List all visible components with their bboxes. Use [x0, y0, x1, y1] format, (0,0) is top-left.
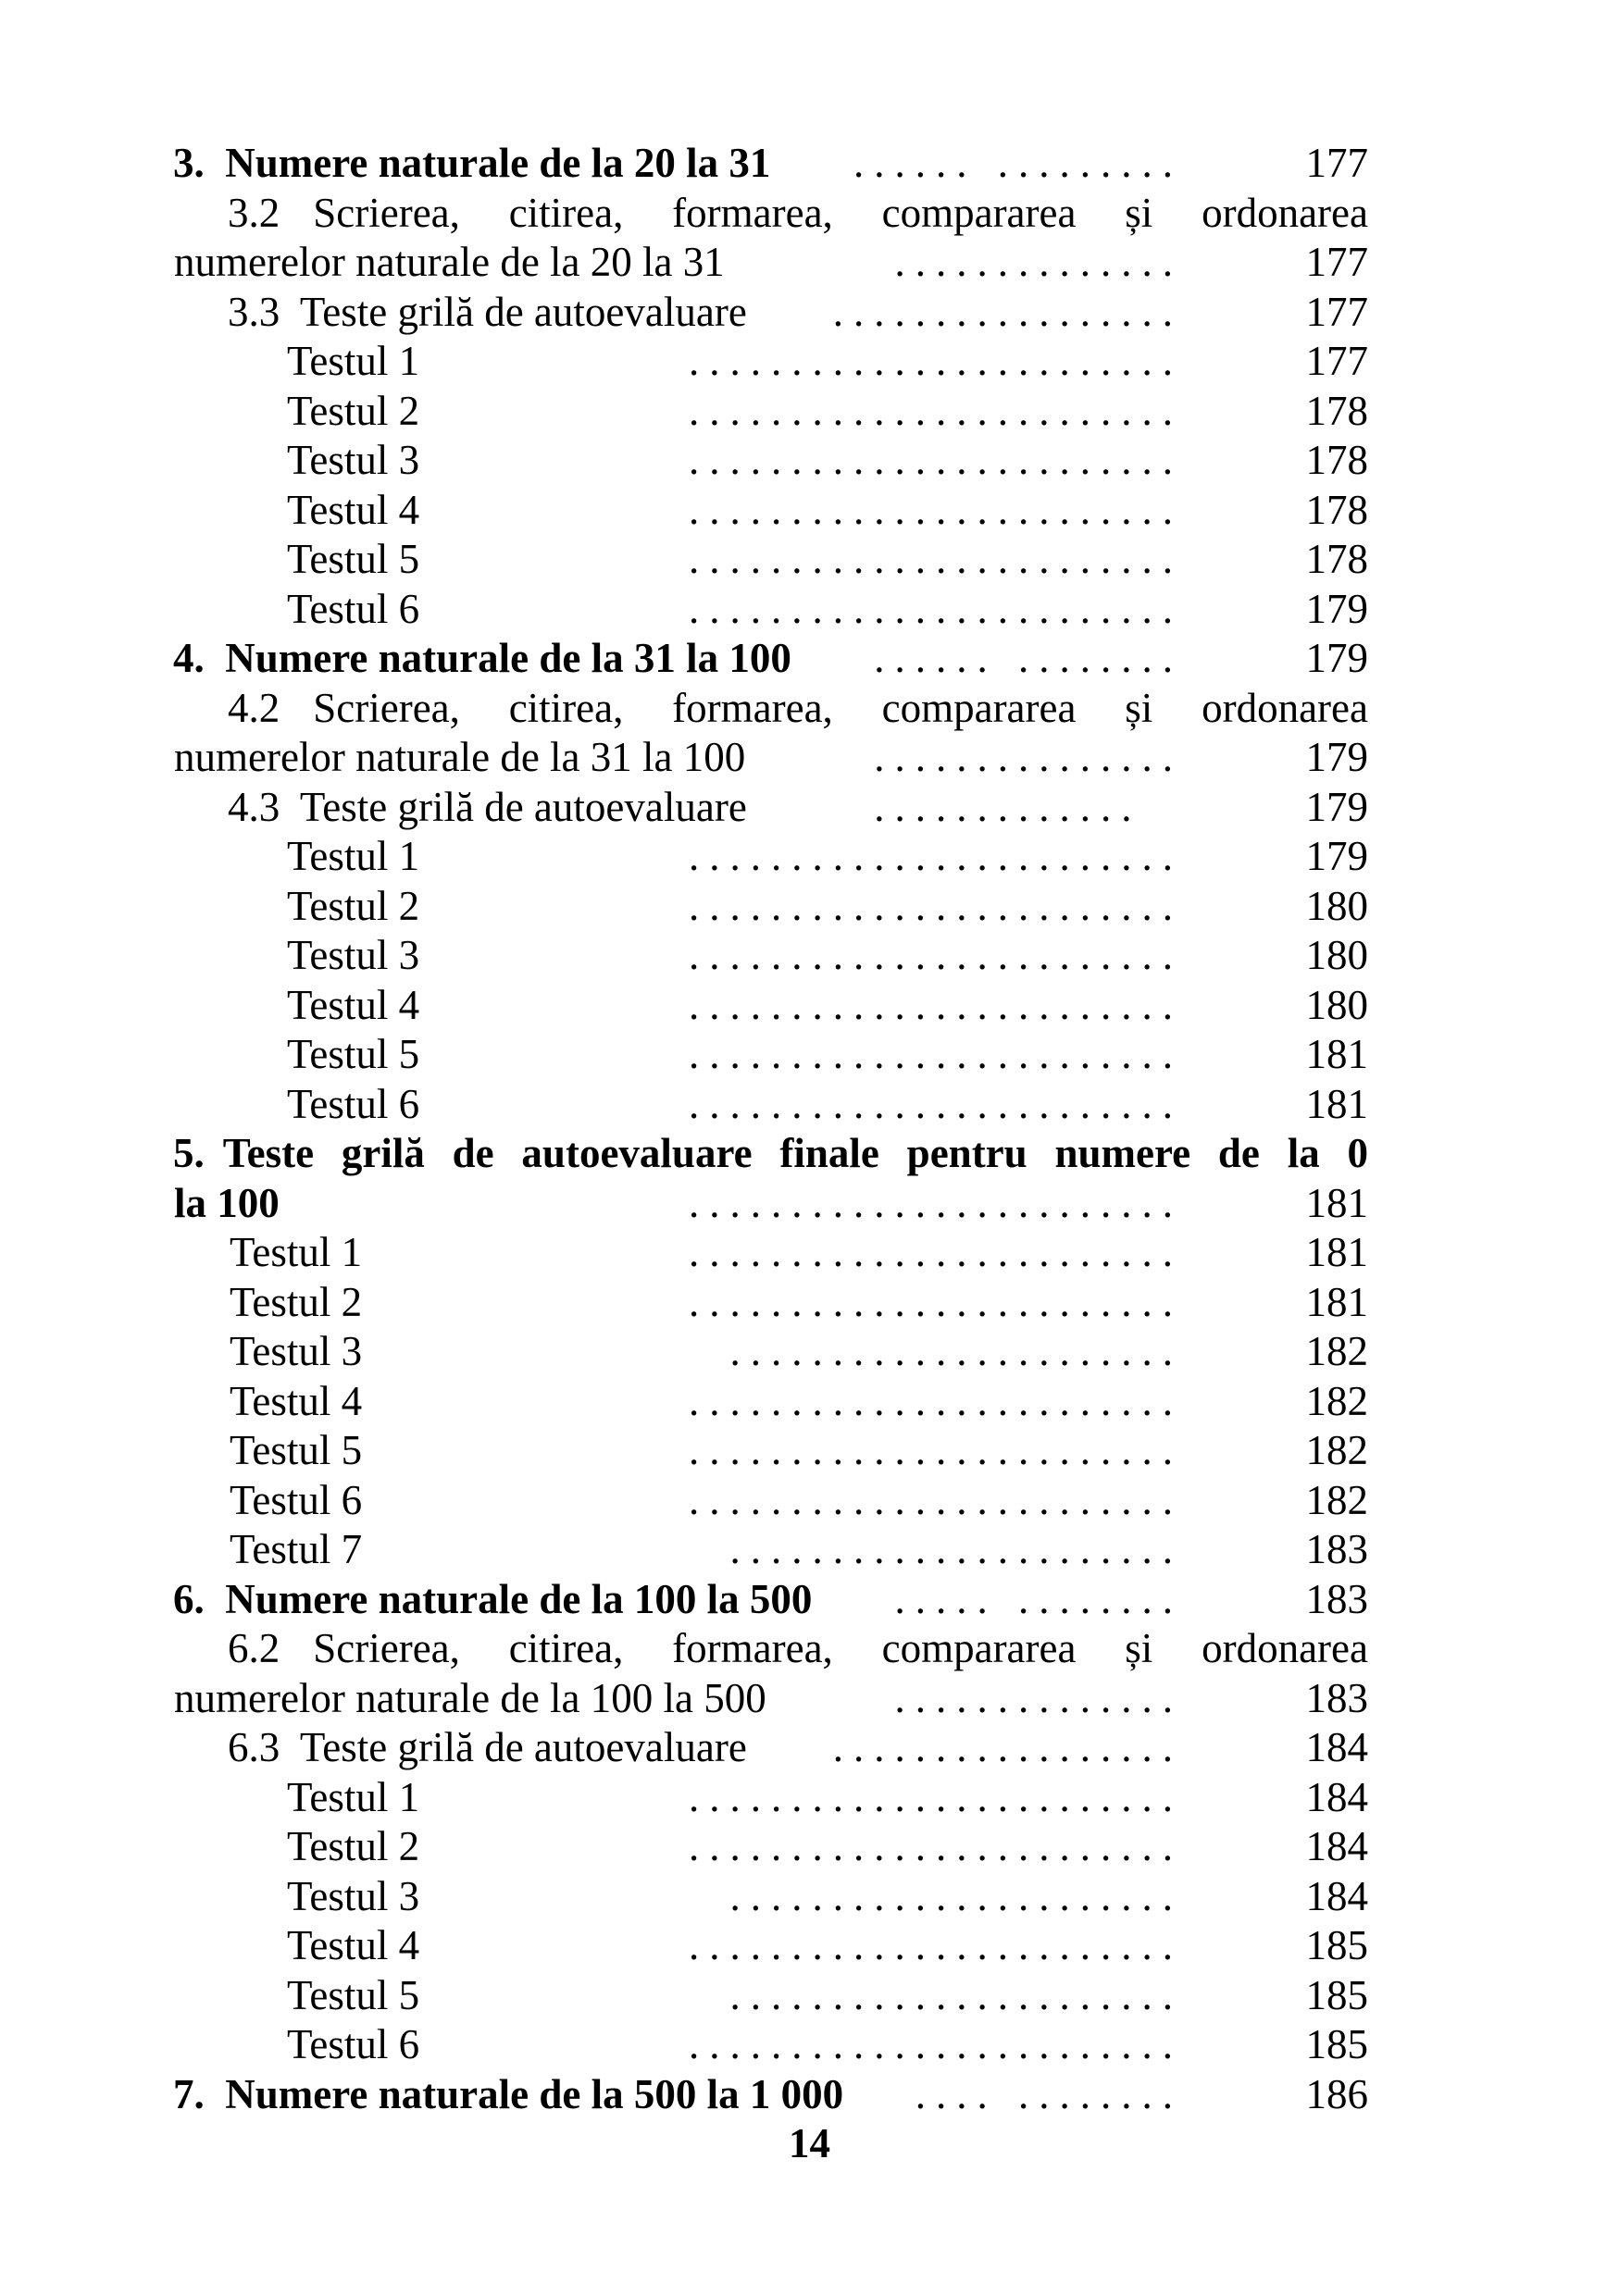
dot-leader: ........................: [689, 585, 1183, 632]
page-number: 180: [1305, 932, 1368, 978]
page-number: 183: [1305, 1526, 1368, 1572]
dot-leader: ...... ........: [874, 635, 1183, 681]
page-number: 177: [1305, 338, 1368, 384]
entry-title: Testul 4: [287, 981, 420, 1028]
entry-title: Testul 3: [230, 1328, 363, 1374]
toc-entry-row: [0, 684, 1619, 734]
page-number: 183: [1305, 1674, 1368, 1721]
toc-entry-row: [0, 1773, 1619, 1823]
entry-number: 5.: [173, 1130, 205, 1176]
dot-leader: ......................: [729, 1872, 1183, 1919]
page-number: 177: [1305, 288, 1368, 335]
toc-entry-row: [0, 634, 1619, 684]
entry-title: 3.3 Teste grilă de autoevaluare: [228, 288, 747, 335]
dot-leader: ........................: [689, 1823, 1183, 1869]
page-number: 185: [1305, 1922, 1368, 1968]
page-number: 182: [1305, 1427, 1368, 1473]
entry-title: Testul 4: [287, 486, 420, 533]
page-number: 179: [1305, 833, 1368, 879]
page-number: 181: [1305, 1080, 1368, 1127]
footer-page-number: 14: [789, 2120, 830, 2166]
dot-leader: ..............: [894, 1674, 1183, 1721]
entry-title: 4.3 Teste grilă de autoevaluare: [228, 783, 747, 830]
entry-number: 6.2: [228, 1625, 280, 1671]
page-number: 181: [1305, 1229, 1368, 1275]
toc-entry-row: [0, 2070, 1619, 2120]
page-number: 179: [1305, 783, 1368, 830]
toc-entry-row: [0, 1723, 1619, 1773]
toc-entry-row: [0, 585, 1619, 635]
entry-title: numerelor naturale de la 31 la 100: [174, 734, 746, 780]
toc-entry-row: [0, 288, 1619, 338]
page-number: 181: [1305, 1278, 1368, 1325]
entry-number: 3.2: [228, 189, 280, 236]
entry-title: Teste grilă de autoevaluare finale pentru numere de la 0: [222, 1130, 1368, 1176]
toc-entry-row: [0, 931, 1619, 981]
toc: [0, 139, 1619, 2119]
page-number: 184: [1305, 1872, 1368, 1919]
dot-leader: ........................: [689, 1377, 1183, 1424]
toc-entry-row: [0, 783, 1619, 833]
toc-entry-row: [0, 1278, 1619, 1328]
entry-title: Testul 3: [287, 1872, 420, 1919]
toc-entry-row: [0, 436, 1619, 486]
entry-title: Testul 1: [287, 338, 420, 384]
entry-title: Testul 5: [287, 536, 420, 582]
dot-leader: ...... .........: [853, 140, 1183, 186]
entry-title: Testul 7: [230, 1526, 363, 1572]
page-number: 178: [1305, 536, 1368, 582]
entry-title: Testul 5: [287, 1971, 420, 2018]
toc-entry-row: [0, 1030, 1619, 1080]
dot-leader: ........................: [689, 1278, 1183, 1325]
dot-leader: ........................: [689, 932, 1183, 978]
dot-leader: ........................: [689, 833, 1183, 879]
page-number: 185: [1305, 2021, 1368, 2067]
toc-entry-row: [0, 981, 1619, 1031]
toc-entry-row: [0, 486, 1619, 536]
entry-title: numerelor naturale de la 100 la 500: [174, 1674, 766, 1721]
dot-leader: .... ........: [915, 2070, 1183, 2117]
page-number: 182: [1305, 1476, 1368, 1523]
dot-leader: ......................: [729, 1328, 1183, 1374]
dot-leader: ........................: [689, 2021, 1183, 2067]
entry-title: Testul 6: [287, 1080, 420, 1127]
toc-entry-row: [0, 1327, 1619, 1377]
toc-entry-row: [0, 1377, 1619, 1427]
page-number: 180: [1305, 882, 1368, 929]
entry-title: Scrierea, citirea, formarea, compararea și ordonarea: [313, 189, 1368, 236]
toc-entry-row: [0, 238, 1619, 288]
toc-entry-row: [0, 535, 1619, 585]
dot-leader: ........................: [689, 1179, 1183, 1226]
page-number: 179: [1305, 635, 1368, 681]
entry-title: la 100: [174, 1179, 280, 1226]
dot-leader: ........................: [689, 338, 1183, 384]
toc-entry-row: [0, 2020, 1619, 2070]
toc-entry-row: [0, 882, 1619, 932]
dot-leader: .............: [874, 783, 1183, 830]
dot-leader: ........................: [689, 882, 1183, 929]
toc-entry-row: [0, 189, 1619, 239]
entry-title: Scrierea, citirea, formarea, compararea și ordonarea: [313, 684, 1368, 731]
entry-number: 4.2: [228, 684, 280, 731]
dot-leader: ........................: [689, 1080, 1183, 1127]
dot-leader: ......................: [729, 1971, 1183, 2018]
dot-leader: ........................: [689, 387, 1183, 434]
page-number: 177: [1305, 140, 1368, 186]
page-number: 178: [1305, 486, 1368, 533]
entry-title: Testul 1: [287, 1773, 420, 1820]
toc-entry-row: [0, 1921, 1619, 1971]
page-number: 182: [1305, 1377, 1368, 1424]
toc-entry-row: [0, 1426, 1619, 1476]
entry-title: Scrierea, citirea, formarea, compararea și ordonarea: [313, 1625, 1368, 1671]
dot-leader: ........................: [689, 1229, 1183, 1275]
page-number: 184: [1305, 1773, 1368, 1820]
dot-leader: ........................: [689, 1427, 1183, 1473]
entry-title: Testul 2: [230, 1278, 363, 1325]
dot-leader: ........................: [689, 1922, 1183, 1968]
dot-leader: ........................: [689, 981, 1183, 1028]
toc-entry-row: [0, 1575, 1619, 1625]
entry-title: Testul 5: [287, 1031, 420, 1077]
entry-title: 4. Numere naturale de la 31 la 100: [173, 635, 791, 681]
entry-title: Testul 2: [287, 1823, 420, 1869]
entry-title: Testul 4: [287, 1922, 420, 1968]
page-number: 182: [1305, 1328, 1368, 1374]
entry-title: Testul 6: [287, 2021, 420, 2067]
entry-title: Testul 1: [230, 1229, 363, 1275]
toc-entry-row: [0, 832, 1619, 882]
page-number: 177: [1305, 239, 1368, 285]
dot-leader: ..............: [894, 239, 1183, 285]
toc-entry-row: [0, 1624, 1619, 1674]
dot-leader: ........................: [689, 486, 1183, 533]
dot-leader: ......................: [729, 1526, 1183, 1572]
entry-title: Testul 2: [287, 387, 420, 434]
toc-entry-row: [0, 387, 1619, 437]
dot-leader: ..... ........: [894, 1575, 1183, 1622]
dot-leader: ........................: [689, 437, 1183, 483]
entry-title: 6.3 Teste grilă de autoevaluare: [228, 1724, 747, 1770]
entry-title: Testul 1: [287, 833, 420, 879]
dot-leader: ........................: [689, 1773, 1183, 1820]
page-number: 178: [1305, 437, 1368, 483]
page-number: 181: [1305, 1031, 1368, 1077]
entry-title: Testul 5: [230, 1427, 363, 1473]
toc-entry-row: [0, 1674, 1619, 1724]
page-number: 184: [1305, 1823, 1368, 1869]
dot-leader: .................: [832, 1724, 1183, 1770]
page-number: 184: [1305, 1724, 1368, 1770]
toc-entry-row: [0, 1179, 1619, 1229]
entry-title: 7. Numere naturale de la 500 la 1 000: [173, 2070, 844, 2117]
page-number: 179: [1305, 734, 1368, 780]
page-number: 180: [1305, 981, 1368, 1028]
dot-leader: ........................: [689, 1031, 1183, 1077]
page-number: 186: [1305, 2070, 1368, 2117]
toc-entry-row: [0, 139, 1619, 189]
page-number: 179: [1305, 585, 1368, 632]
toc-entry-row: [0, 1525, 1619, 1575]
entry-title: Testul 6: [287, 585, 420, 632]
dot-leader: .................: [832, 288, 1183, 335]
page-number: 181: [1305, 1179, 1368, 1226]
entry-title: Testul 6: [230, 1476, 363, 1523]
dot-leader: ........................: [689, 1476, 1183, 1523]
dot-leader: ........................: [689, 536, 1183, 582]
toc-entry-row: [0, 1822, 1619, 1872]
entry-title: Testul 2: [287, 882, 420, 929]
toc-entry-row: [0, 1228, 1619, 1278]
entry-title: numerelor naturale de la 20 la 31: [174, 239, 725, 285]
entry-title: Testul 3: [287, 437, 420, 483]
toc-entry-row: [0, 337, 1619, 387]
dot-leader: ...............: [874, 734, 1183, 780]
page-number: 178: [1305, 387, 1368, 434]
entry-title: Testul 4: [230, 1377, 363, 1424]
page-number: 185: [1305, 1971, 1368, 2018]
toc-entry-row: [0, 733, 1619, 783]
toc-entry-row: [0, 1476, 1619, 1526]
entry-title: 6. Numere naturale de la 100 la 500: [173, 1575, 813, 1622]
page-number: 183: [1305, 1575, 1368, 1622]
entry-title: Testul 3: [287, 932, 420, 978]
entry-title: 3. Numere naturale de la 20 la 31: [173, 140, 771, 186]
toc-entry-row: [0, 1129, 1619, 1179]
toc-entry-row: [0, 1080, 1619, 1130]
toc-entry-row: [0, 1971, 1619, 2021]
toc-entry-row: [0, 1872, 1619, 1922]
